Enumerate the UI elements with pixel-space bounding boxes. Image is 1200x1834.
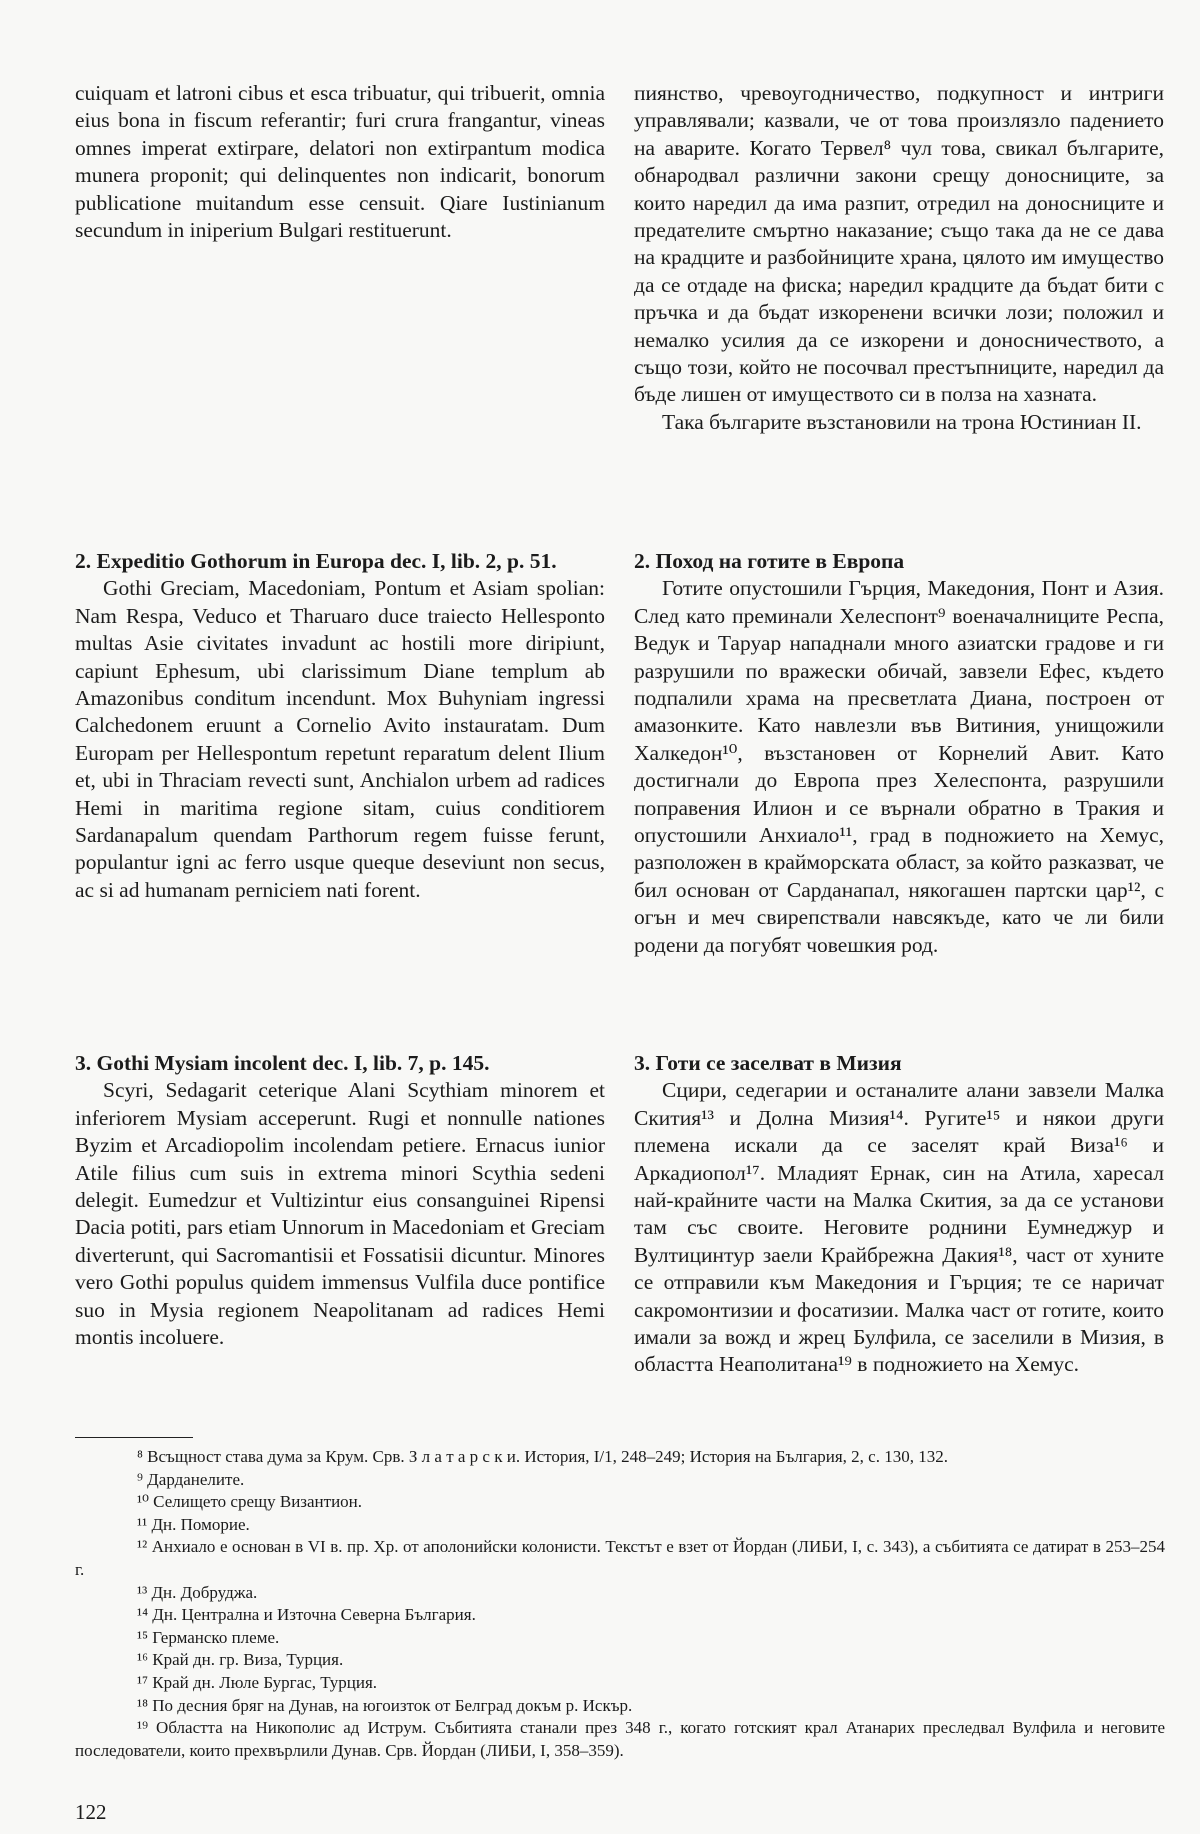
latin-paragraph: cuiquam et latroni cibus et esca tribuatur, qui tribuerit, omnia eius bona in fiscum referantir; furi crura frangantur, vineas omnes imperat extirpare, delatori non extirpantum modica munera proponit; qui delinquentes non indicarit, bonorum publicatione muitandum esse censuit. Qiare Iustinianum secundum in iniperium Bulgari restituerunt. (75, 81, 605, 243)
section-heading: 3. Gothi Mysiam incolent dec. I, lib. 7, p. 145. (75, 1051, 490, 1075)
section2-bulgarian (634, 548, 1164, 959)
footnote: ¹⁰ Селището срещу Византион. (137, 1492, 363, 1512)
bulgarian-paragraph: Сцири, седегарии и останалите алани завзели Малка Скития¹³ и Долна Мизия¹⁴. Ругите¹⁵ и някои други племена искали да се заселят край Виза¹⁶ и Аркадиопол¹⁷. Младият Ернак, син на Атила, харесал най-крайните части на Малка Скития, за да се установи там със своите. Неговите роднини Еумнеджур и Вултицинтур заели Крайбрежна Дакия¹⁸, част от хуните се отправили към Македония и Гърция; те се наричат сакромонтизии и фосатизии. Малка част от готите, които имали за вожд и жрец Булфила, се заселили в Мизия, в областта Неаполитана¹⁹ в подножието на Хемус. (634, 1078, 1164, 1377)
footnote: ¹⁶ Край дн. гр. Виза, Турция. (137, 1650, 344, 1670)
section-heading: 2. Expeditio Gothorum in Europa dec. I, lib. 2, p. 51. (75, 549, 557, 573)
latin-paragraph: Gothi Greciam, Macedoniam, Pontum et Asiam spolian: Nam Respa, Veduco et Tharuaro duce traiecto Hellesponto multas Asie civitates invadunt ac hostili more diripiunt, capiunt Ephesum, ubi clarissimum Diane templum ab Amazonibus conditum incendunt. Mox Buhyniam ingressi Calchedonem eruunt a Cornelio Avito instauratam. Dum Europam per Hellespontum repetunt reparatum delent Ilium et, ubi in Thraciam revecti sunt, Anchialon urbem ad radices Hemi in maritima regione sitam, cuius conditiorem Sardanapalum quendam Parthorum regem fuisse ferunt, populantur igni ac ferro usque queque deseviunt non secus, ac si ad humanam perniciem nati forent. (75, 576, 605, 902)
section3-bulgarian (634, 1050, 1164, 1379)
section-heading: 3. Готи се заселват в Мизия (634, 1051, 902, 1075)
section3-latin (75, 1050, 605, 1351)
footnote: ⁹ Дарданелите. (137, 1469, 245, 1489)
footnotes (75, 1446, 1165, 1762)
footnote: ¹⁹ Областта на Никополис ад Иструм. Събитията станали през 348 г., когато готският крал Атанарих преследвал Вулфила и неговите последователи, които прехвърлили Дунав. Срв. Йордан (ЛИБИ, I, 358–359). (75, 1718, 1165, 1760)
bulgarian-paragraph: Готите опустошили Гърция, Македония, Понт и Азия. След като преминали Хелеспонт⁹ военачалниците Респа, Ведук и Таруар нападнали много азиатски градове и ги разрушили по вражески обичай, завзели Ефес, където подпалили храма на пресветлата Диана, построен от амазонките. Като навлезли във Витиния, унищожили Халкедон¹⁰, възстановен от Корнелий Авит. Като достигнали до Европа през Хелеспонта, разрушили поправения Илион и се върнали обратно в Тракия и опустошили Анхиало¹¹, град в подножието на Хемус, разположен в крайморската област, за който разказват, че бил основан от Сарданапал, някогашен партски цар¹², с огън и меч свирепствали навсякъде, като че ли били родени да погубят човешкия род. (634, 576, 1164, 957)
bulgarian-paragraph: Така българите възстановили на трона Юстиниан II. (662, 409, 1142, 434)
bulgarian-paragraph: пиянство, чревоугодничество, подкупност и интриги управлявали; казвали, че от това произлязло падението на аварите. Когато Тервел⁸ чул това, свикал българите, обнародвал различни закони срещу доносниците, за които наредил да има разпит, отредил на доносниците и предателите смъртно наказание; също така да не се дава на крадците и разбойниците храна, цялото им имущество да се отдаде на фиска; наредил крадците да бъдат бити с пръчка и да бъдат изкоренени всички лози; положил и немалко усилия да се изкорени и доносничеството, а също този, който не посочвал престъпниците, наредил да бъде лишен от имуществото си в полза на хазната. (634, 81, 1164, 407)
section1-latin (75, 80, 605, 244)
section2-latin (75, 548, 605, 904)
section1-bulgarian (634, 80, 1164, 436)
footnote: ¹² Анхиало е основан в VI в. пр. Хр. от аполонийски колонисти. Текстът е взет от Йордан (ЛИБИ, I, с. 343), а събитията се датират в 253–254 г. (75, 1537, 1165, 1579)
footnote: ¹³ Дн. Добруджа. (137, 1582, 258, 1602)
section-heading: 2. Поход на готите в Европа (634, 549, 905, 573)
footnote: ¹⁷ Край дн. Люле Бургас, Турция. (137, 1672, 378, 1692)
page-number: 122 (75, 1800, 107, 1824)
latin-paragraph: Scyri, Sedagarit ceterique Alani Scythiam minorem et inferiorem Mysiam acceperunt. Rugi et nonnulle nationes Byzim et Arcadiopolim incolendam petiere. Ernacus iunior Atile filius cum suis in extrema minori Scythia sedeni delegit. Eumedzur et Vultizintur eius consanguinei Ripensi Dacia potiti, pars etiam Unnorum in Macedoniam et Greciam diverterunt, qui Sacromantisii et Fossatisii dicuntur. Minores vero Gothi populus quidem immensus Vulfila duce pontifice suo in Mysia regionem Neapolitanam ad radices Hemi montis incoluere. (75, 1078, 605, 1350)
footnote: ¹⁴ Дн. Централна и Източна Северна България. (137, 1605, 476, 1625)
footnote-divider (75, 1437, 193, 1438)
footnote: ⁸ Всъщност става дума за Крум. Срв. З л а т а р с к и. История, I/1, 248–249; История на България, 2, с. 130, 132. (137, 1447, 948, 1466)
footnote: ¹⁵ Германско племе. (137, 1627, 280, 1647)
footnote: ¹⁸ По десния бряг на Дунав, на югоизток от Белград докъм р. Искър. (137, 1695, 633, 1715)
footnote: ¹¹ Дн. Поморие. (137, 1514, 250, 1534)
